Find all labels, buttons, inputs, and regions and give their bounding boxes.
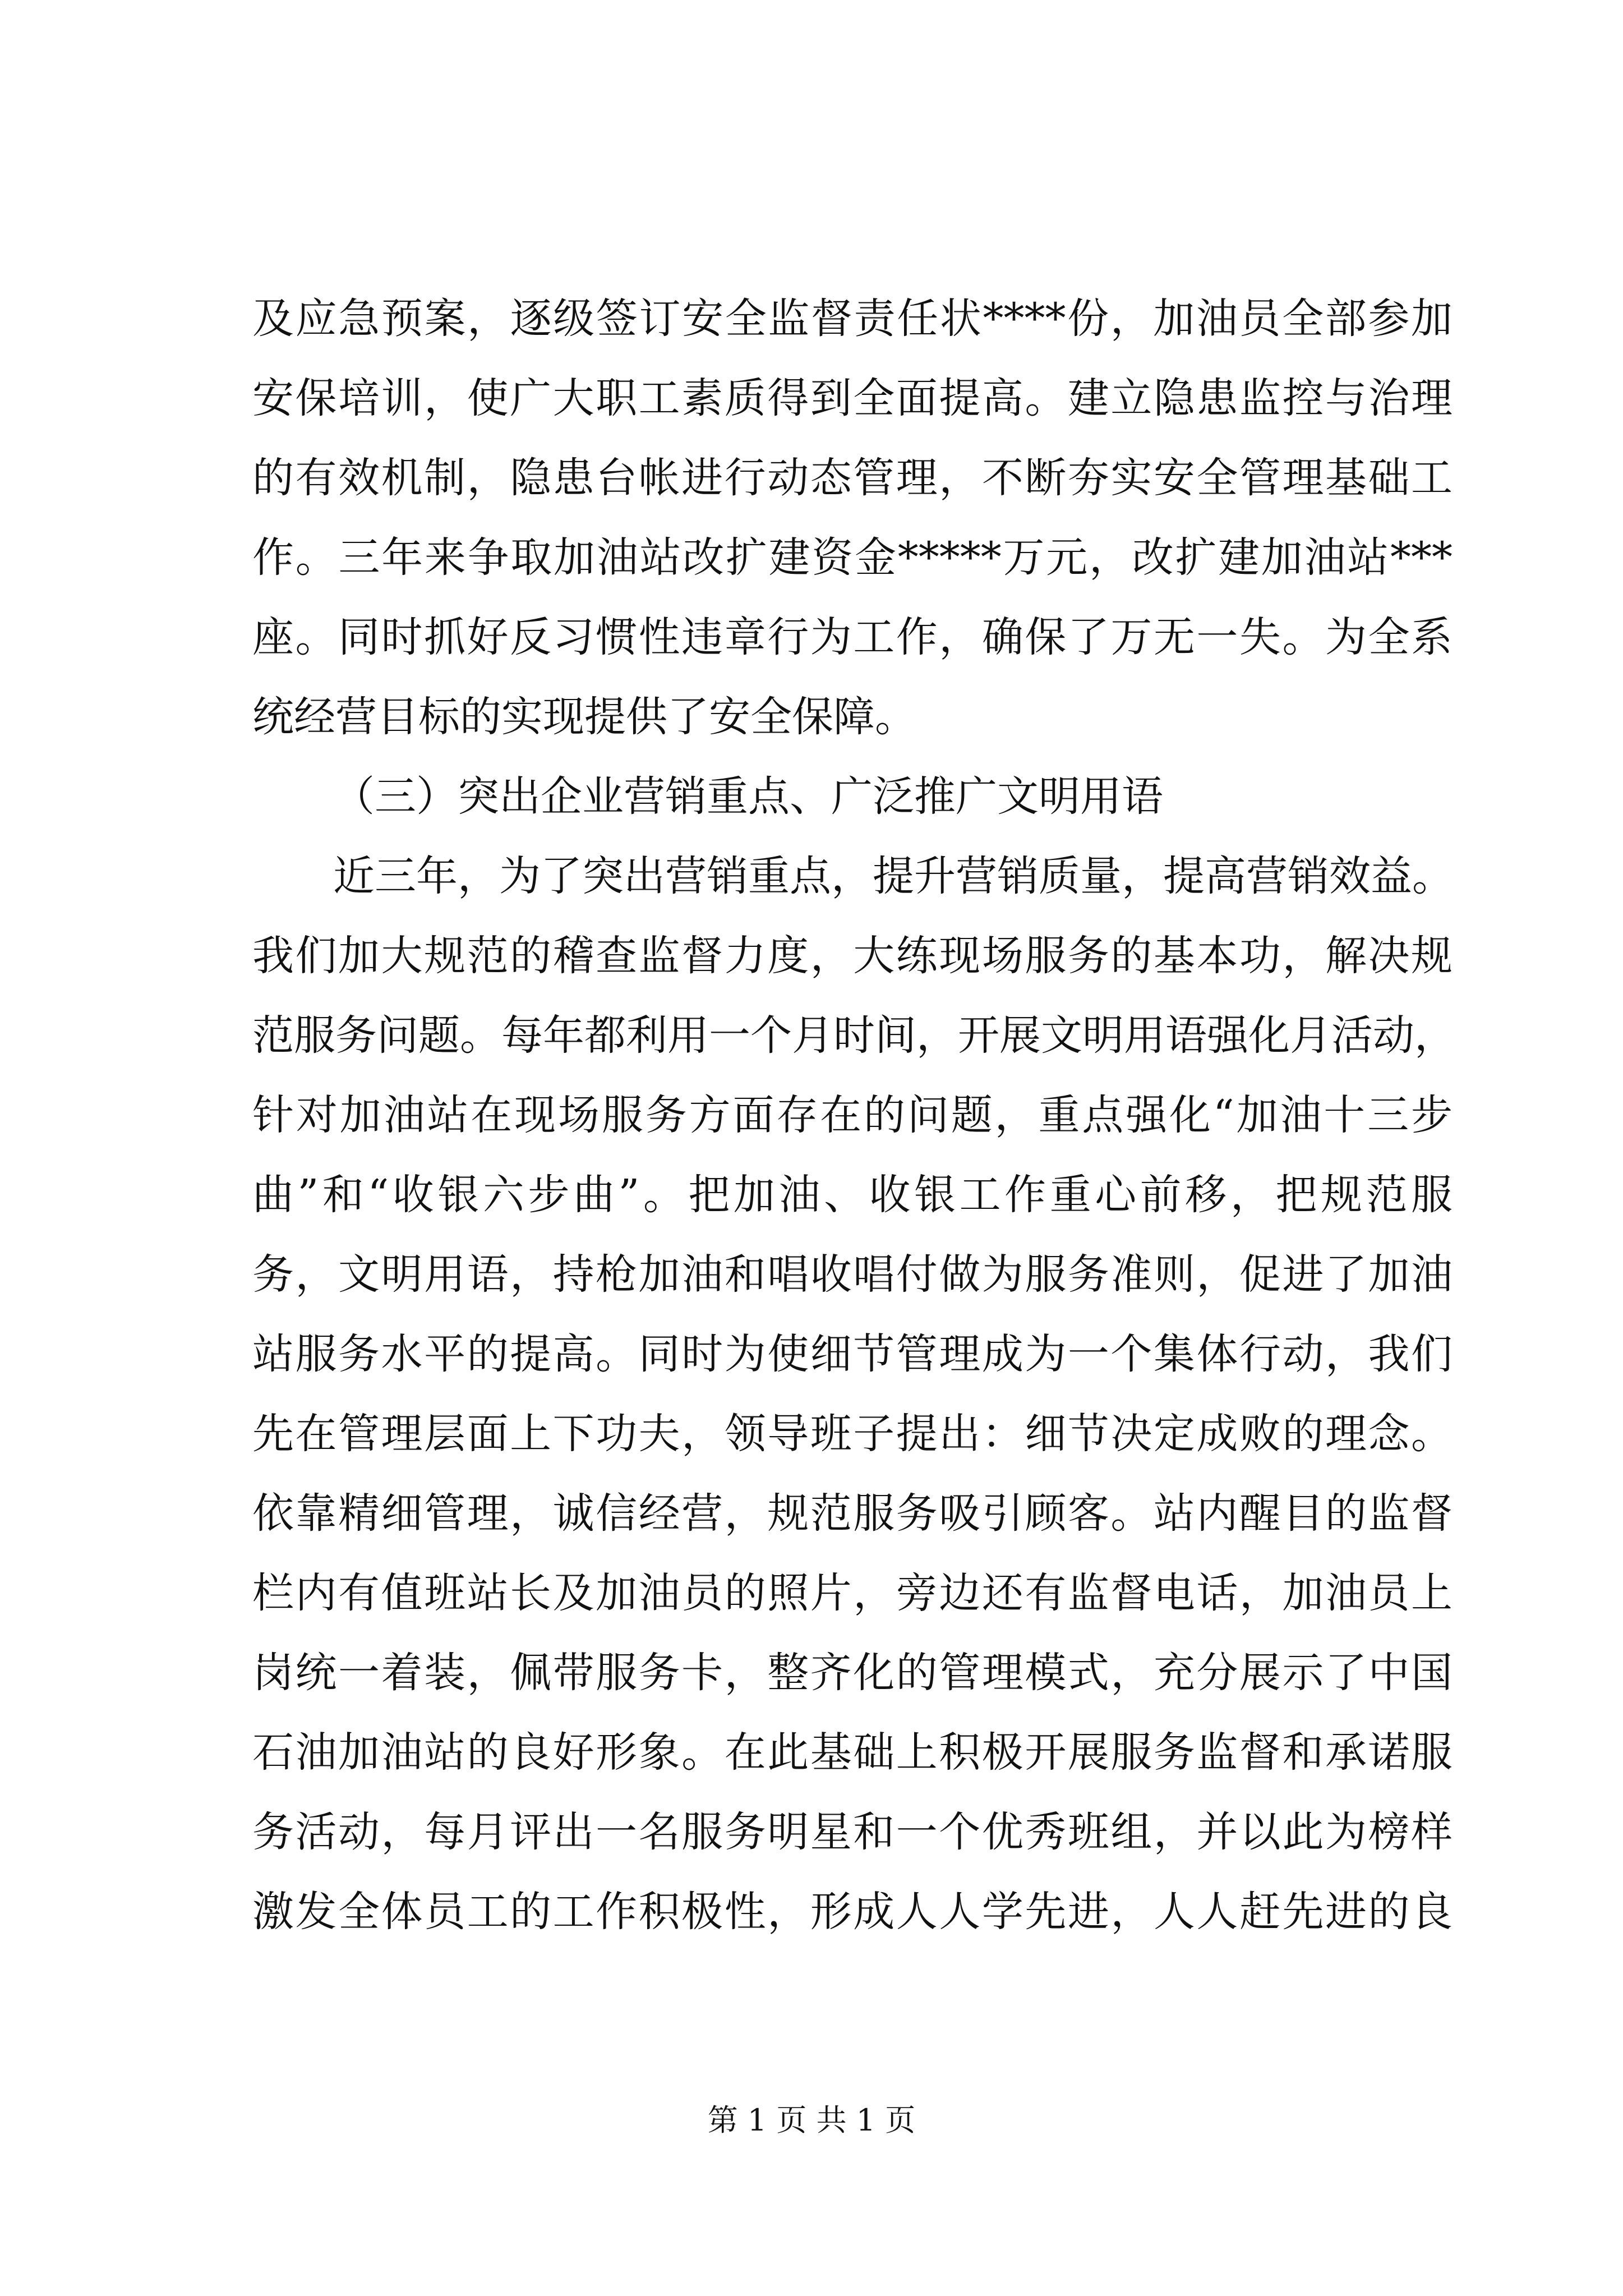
body-text-line: 我们加大规范的稽查监督力度，大练现场服务的基本功，解决规 xyxy=(252,932,1453,980)
body-text-line: 作。三年来争取加油站改扩建资金*****万元，改扩建加油站*** xyxy=(252,533,1453,582)
body-text-line: 站服务水平的提高。同时为使细节管理成为一个集体行动，我们 xyxy=(252,1330,1453,1378)
body-text-line: 石油加油站的良好形象。在此基础上积极开展服务监督和承诺服 xyxy=(252,1728,1453,1777)
paragraph-first-line: 近三年，为了突出营销重点，提升营销质量，提高营销效益。 xyxy=(333,852,1454,900)
body-text-line: 依靠精细管理，诚信经营，规范服务吸引顾客。站内醒目的监督 xyxy=(252,1489,1453,1538)
body-text-line: 栏内有值班站长及加油员的照片，旁边还有监督电话，加油员上 xyxy=(252,1569,1453,1617)
body-text-line: 曲”和“收银六步曲”。把加油、收银工作重心前移，把规范服 xyxy=(252,1171,1453,1219)
body-text-line: 及应急预案，逐级签订安全监督责任状****份，加油员全部参加 xyxy=(252,295,1453,343)
body-text-line: 统经营目标的实现提供了安全保障。 xyxy=(252,693,916,741)
body-text-line: 务活动，每月评出一名服务明星和一个优秀班组，并以此为榜样 xyxy=(252,1808,1453,1856)
body-text-line: 范服务问题。每年都利用一个月时间，开展文明用语强化月活动， xyxy=(252,1011,1456,1060)
body-text-line: 激发全体员工的工作积极性，形成人人学先进，人人赶先进的良 xyxy=(252,1888,1453,1936)
body-text-line: 务，文明用语，持枪加油和唱收唱付做为服务准则，促进了加油 xyxy=(252,1250,1453,1299)
section-heading: （三）突出企业营销重点、广泛推广文明用语 xyxy=(333,772,1163,821)
page-number-footer: 第 1 页 共 1 页 xyxy=(707,2102,916,2138)
body-text-line: 的有效机制，隐患台帐进行动态管理，不断夯实安全管理基础工 xyxy=(252,454,1453,502)
body-text-line: 先在管理层面上下功夫，领导班子提出：细节决定成败的理念。 xyxy=(252,1410,1453,1458)
body-text-line: 岗统一着装，佩带服务卡，整齐化的管理模式，充分展示了中国 xyxy=(252,1649,1453,1697)
body-text-line: 针对加油站在现场服务方面存在的问题，重点强化“加油十三步 xyxy=(252,1091,1453,1139)
body-text-line: 座。同时抓好反习惯性违章行为工作，确保了万无一失。为全系 xyxy=(252,613,1453,661)
body-text-line: 安保培训，使广大职工素质得到全面提高。建立隐患监控与治理 xyxy=(252,374,1453,422)
